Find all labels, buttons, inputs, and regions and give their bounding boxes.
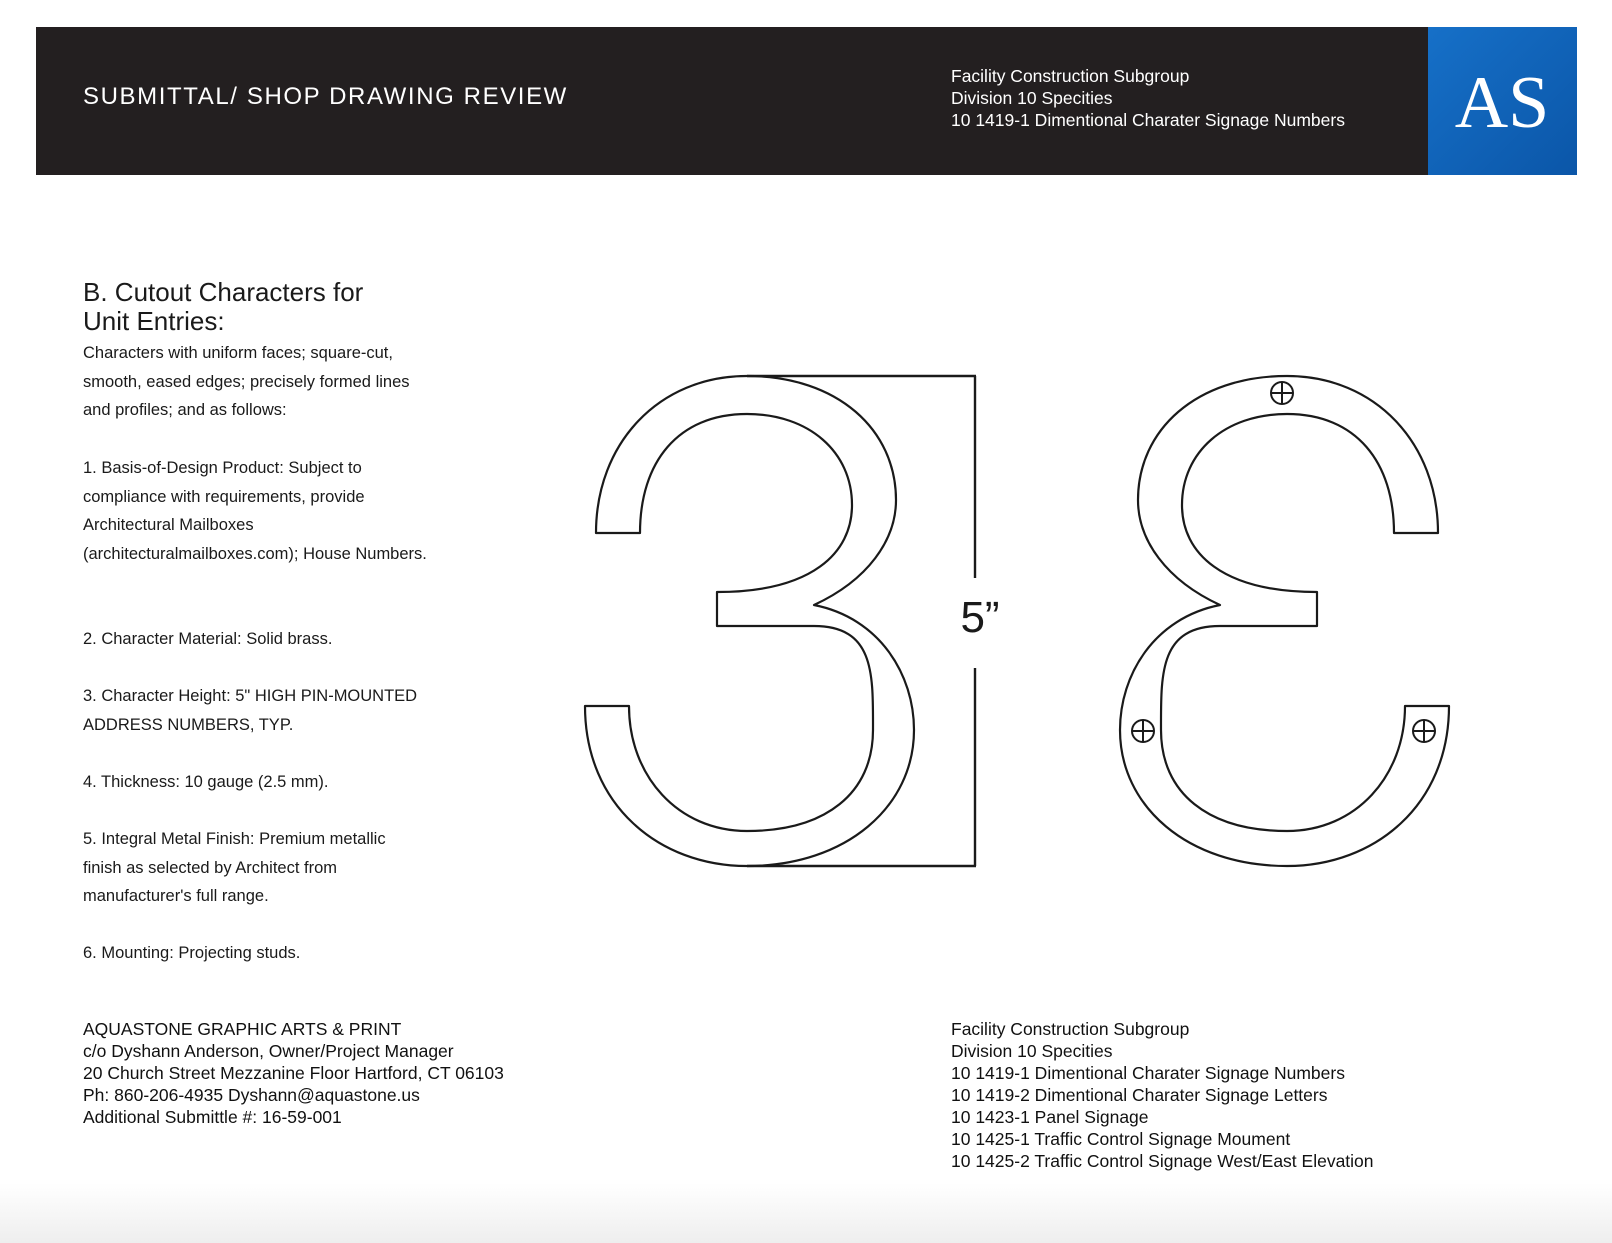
spec-item-height: 3. Character Height: 5" HIGH PIN-MOUNTED ADDRESS NUMBERS, TYP. xyxy=(83,687,418,734)
dimension-label: 5” xyxy=(960,593,1000,642)
page-title: SUBMITTAL/ SHOP DRAWING REVIEW xyxy=(83,83,568,110)
division-line: 10 1425-1 Traffic Control Signage Moument xyxy=(951,1129,1291,1149)
numeral-3-front-outline xyxy=(585,376,914,866)
numeral-3-back-outline xyxy=(1120,376,1449,866)
contractor-line: AQUASTONE GRAPHIC ARTS & PRINT xyxy=(83,1019,402,1039)
mounting-pin-right-icon xyxy=(1413,720,1435,742)
dimension-line xyxy=(747,376,976,866)
header-meta-line: Facility Construction Subgroup xyxy=(951,66,1190,86)
spec-intro: Characters with uniform faces; square-cut, smooth, eased edges; precisely formed lines and profiles; and as follows: xyxy=(83,344,410,419)
header-meta-line: Division 10 Specities xyxy=(951,88,1113,108)
division-line: Facility Construction Subgroup xyxy=(951,1019,1190,1039)
mounting-pin-top-icon xyxy=(1271,382,1293,404)
division-line: 10 1423-1 Panel Signage xyxy=(951,1107,1149,1127)
spec-item-material: 2. Character Material: Solid brass. xyxy=(83,630,333,648)
spec-item-finish: 5. Integral Metal Finish: Premium metallic finish as selected by Architect from manufacturer's full range. xyxy=(83,830,386,905)
contractor-line: Ph: 860-206-4935 Dyshann@aquastone.us xyxy=(83,1085,420,1105)
spec-heading-line: Unit Entries: xyxy=(83,306,225,336)
spec-item-thickness: 4. Thickness: 10 gauge (2.5 mm). xyxy=(83,773,329,791)
division-line: 10 1419-1 Dimentional Charater Signage Numbers xyxy=(951,1063,1345,1083)
division-list xyxy=(951,1018,1374,1172)
page-bottom-shadow xyxy=(0,1183,1612,1243)
division-line: 10 1419-2 Dimentional Charater Signage Letters xyxy=(951,1085,1328,1105)
header-meta-line: 10 1419-1 Dimentional Charater Signage Numbers xyxy=(951,110,1345,130)
contractor-info xyxy=(83,1018,504,1128)
contractor-line: c/o Dyshann Anderson, Owner/Project Manager xyxy=(83,1041,454,1061)
contractor-line: 20 Church Street Mezzanine Floor Hartford, CT 06103 xyxy=(83,1063,504,1083)
division-line: Division 10 Specities xyxy=(951,1041,1113,1061)
spec-item-mounting: 6. Mounting: Projecting studs. xyxy=(83,944,301,962)
mounting-pin-left-icon xyxy=(1132,720,1154,742)
spec-heading-line: B. Cutout Characters for xyxy=(83,277,364,307)
contractor-line: Additional Submittle #: 16-59-001 xyxy=(83,1107,342,1127)
logo-text: AS xyxy=(1454,62,1550,144)
division-line: 10 1425-2 Traffic Control Signage West/East Elevation xyxy=(951,1151,1374,1171)
spec-item-basis-of-design: 1. Basis-of-Design Product: Subject to compliance with requirements, provide Architectural Mailboxes (architecturalmailboxes.com); House Numbers. xyxy=(83,459,427,563)
